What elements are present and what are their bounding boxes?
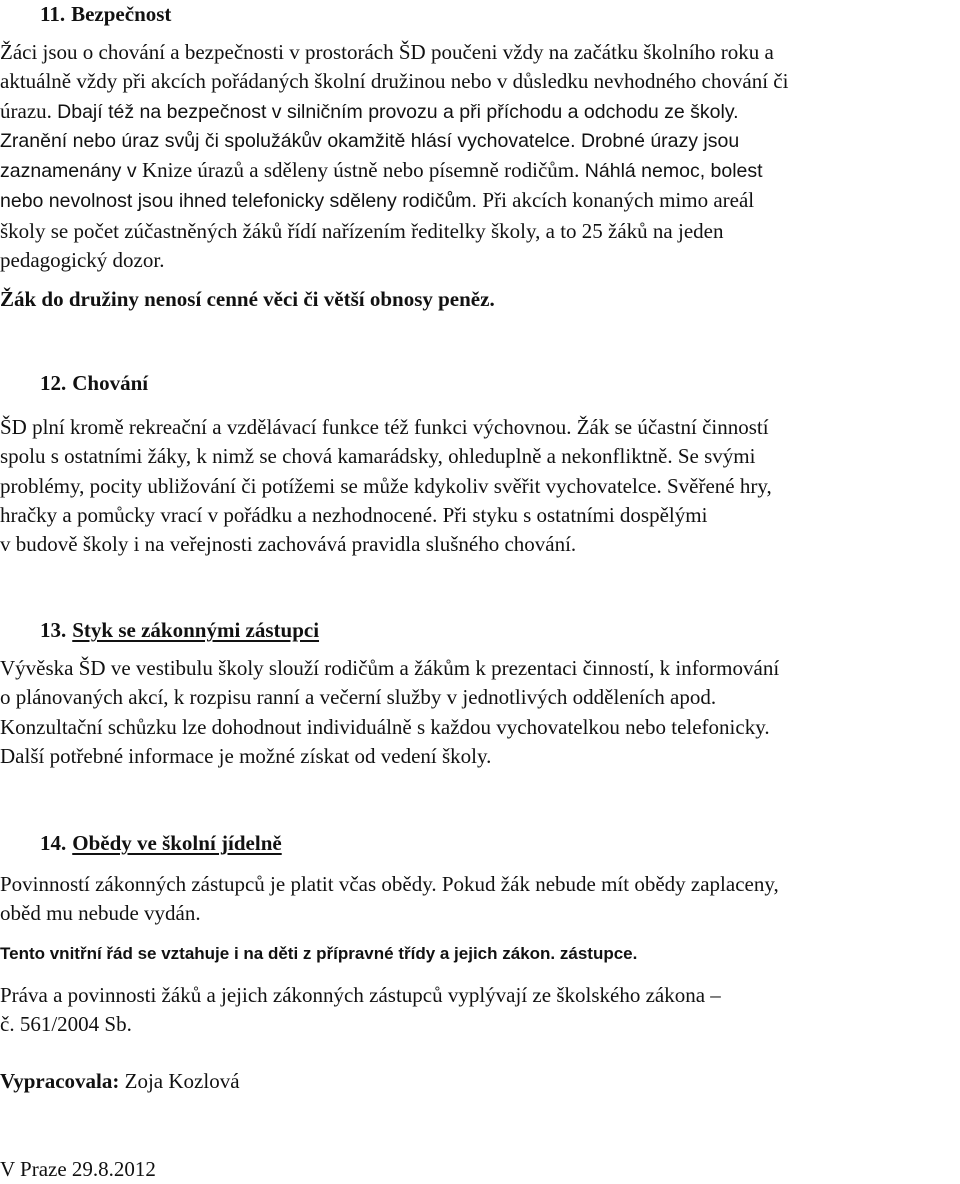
text-line: Povinností zákonných zástupců je platit včas obědy. Pokud žák nebude mít obědy zaplaceny,	[0, 872, 779, 896]
text-run: Dbají též na bezpečnost v silničním provozu a při příchodu a odchodu ze školy.	[57, 100, 739, 123]
text-line: v budově školy i na veřejnosti zachovává pravidla slušného chování.	[0, 532, 577, 557]
text-line	[0, 186, 788, 216]
text-run: úrazu.	[0, 98, 58, 123]
section-12-paragraph	[0, 413, 772, 559]
text-run: Náhlá nemoc, bolest	[579, 160, 763, 183]
text-line: spolu s ostatními žáky, k nimž se chová kamarádsky, ohleduplně a nekonfliktně. Se svými	[0, 444, 756, 469]
text-line: č. 561/2004 Sb.	[0, 1012, 132, 1037]
section-11-paragraph	[0, 38, 788, 275]
text-line: problémy, pocity ubližování či potížemi se může kdykoliv svěřit vychovatelce. Svěřené hry,	[0, 473, 772, 498]
text-line	[0, 156, 788, 186]
text-line: Práva a povinnosti žáků a jejich zákonných zástupců vyplývají ze školského zákona –	[0, 983, 721, 1007]
author-label: Vypracovala:	[0, 1069, 120, 1093]
section-11-heading	[40, 0, 171, 29]
text-line: o plánovaných akcí, k rozpisu ranní a večerní služby v jednotlivých odděleních apod.	[0, 685, 717, 710]
text-run: zaznamenány v	[0, 160, 142, 183]
text-run: nebo nevolnost jsou ihned telefonicky sděleny rodičům.	[0, 190, 483, 213]
section-11-bold-rule: Žák do družiny nenosí cenné věci či větší obnosy peněz.	[0, 287, 495, 311]
text-line: ŠD plní kromě rekreační a vzdělávací funkce též funkci výchovnou. Žák se účastní činností	[0, 415, 769, 439]
text-line: Vývěska ŠD ve vestibulu školy slouží rodičům a žákům k prezentaci činností, k informování	[0, 656, 780, 680]
section-14-title: Obědy ve školní jídelně	[72, 831, 282, 855]
text-run: Knize úrazů a sděleny ústně nebo písemně rodičům.	[142, 158, 580, 183]
text-line: Konzultační schůzku lze dohodnout individuálně s každou vychovatelkou nebo telefonicky.	[0, 714, 770, 739]
text-line: Další potřebné informace je možné získat od vedení školy.	[0, 743, 492, 768]
text-line: aktuálně vždy při akcích pořádaných školní družinou nebo v důsledku nevhodného chování či	[0, 69, 789, 94]
text-line: Zranění nebo úraz svůj či spolužákův okamžitě hlásí vychovatelce. Drobné úrazy jsou	[0, 129, 740, 152]
rights-paragraph	[0, 981, 721, 1040]
notice-line: Tento vnitřní řád se vztahuje i na děti z přípravné třídy a jejich zákon. zástupce.	[0, 944, 638, 963]
section-13-heading	[40, 616, 319, 645]
text-line: oběd mu nebude vydán.	[0, 901, 201, 926]
section-14-paragraph	[0, 870, 779, 929]
section-13-number: 13.	[40, 618, 67, 642]
section-12-title: Chování	[72, 371, 149, 395]
author-name: Zoja Kozlová	[119, 1069, 240, 1093]
section-11-title: Bezpečnost	[71, 2, 172, 26]
text-line: Žáci jsou o chování a bezpečnosti v prostorách ŠD poučeni vždy na začátku školního roku a	[0, 40, 774, 64]
section-12-number: 12.	[40, 371, 67, 395]
section-14-heading	[40, 829, 282, 858]
text-run: Při akcích konaných mimo areál	[482, 188, 755, 213]
text-line: školy se počet zúčastněných žáků řídí nařízením ředitelky školy, a to 25 žáků na jeden	[0, 218, 724, 243]
section-12-heading	[40, 369, 148, 398]
section-13-paragraph	[0, 654, 779, 771]
section-11-number: 11.	[40, 2, 66, 26]
author-line	[0, 1067, 240, 1096]
text-line	[0, 97, 788, 127]
section-13-title: Styk se zákonnými zástupci	[72, 618, 320, 642]
section-14-number: 14.	[40, 831, 67, 855]
date-line: V Praze 29.8.2012	[0, 1157, 156, 1181]
text-line: hračky a pomůcky vrací v pořádku a nezhodnocené. Při styku s ostatními dospělými	[0, 502, 708, 527]
text-line: pedagogický dozor.	[0, 248, 165, 273]
